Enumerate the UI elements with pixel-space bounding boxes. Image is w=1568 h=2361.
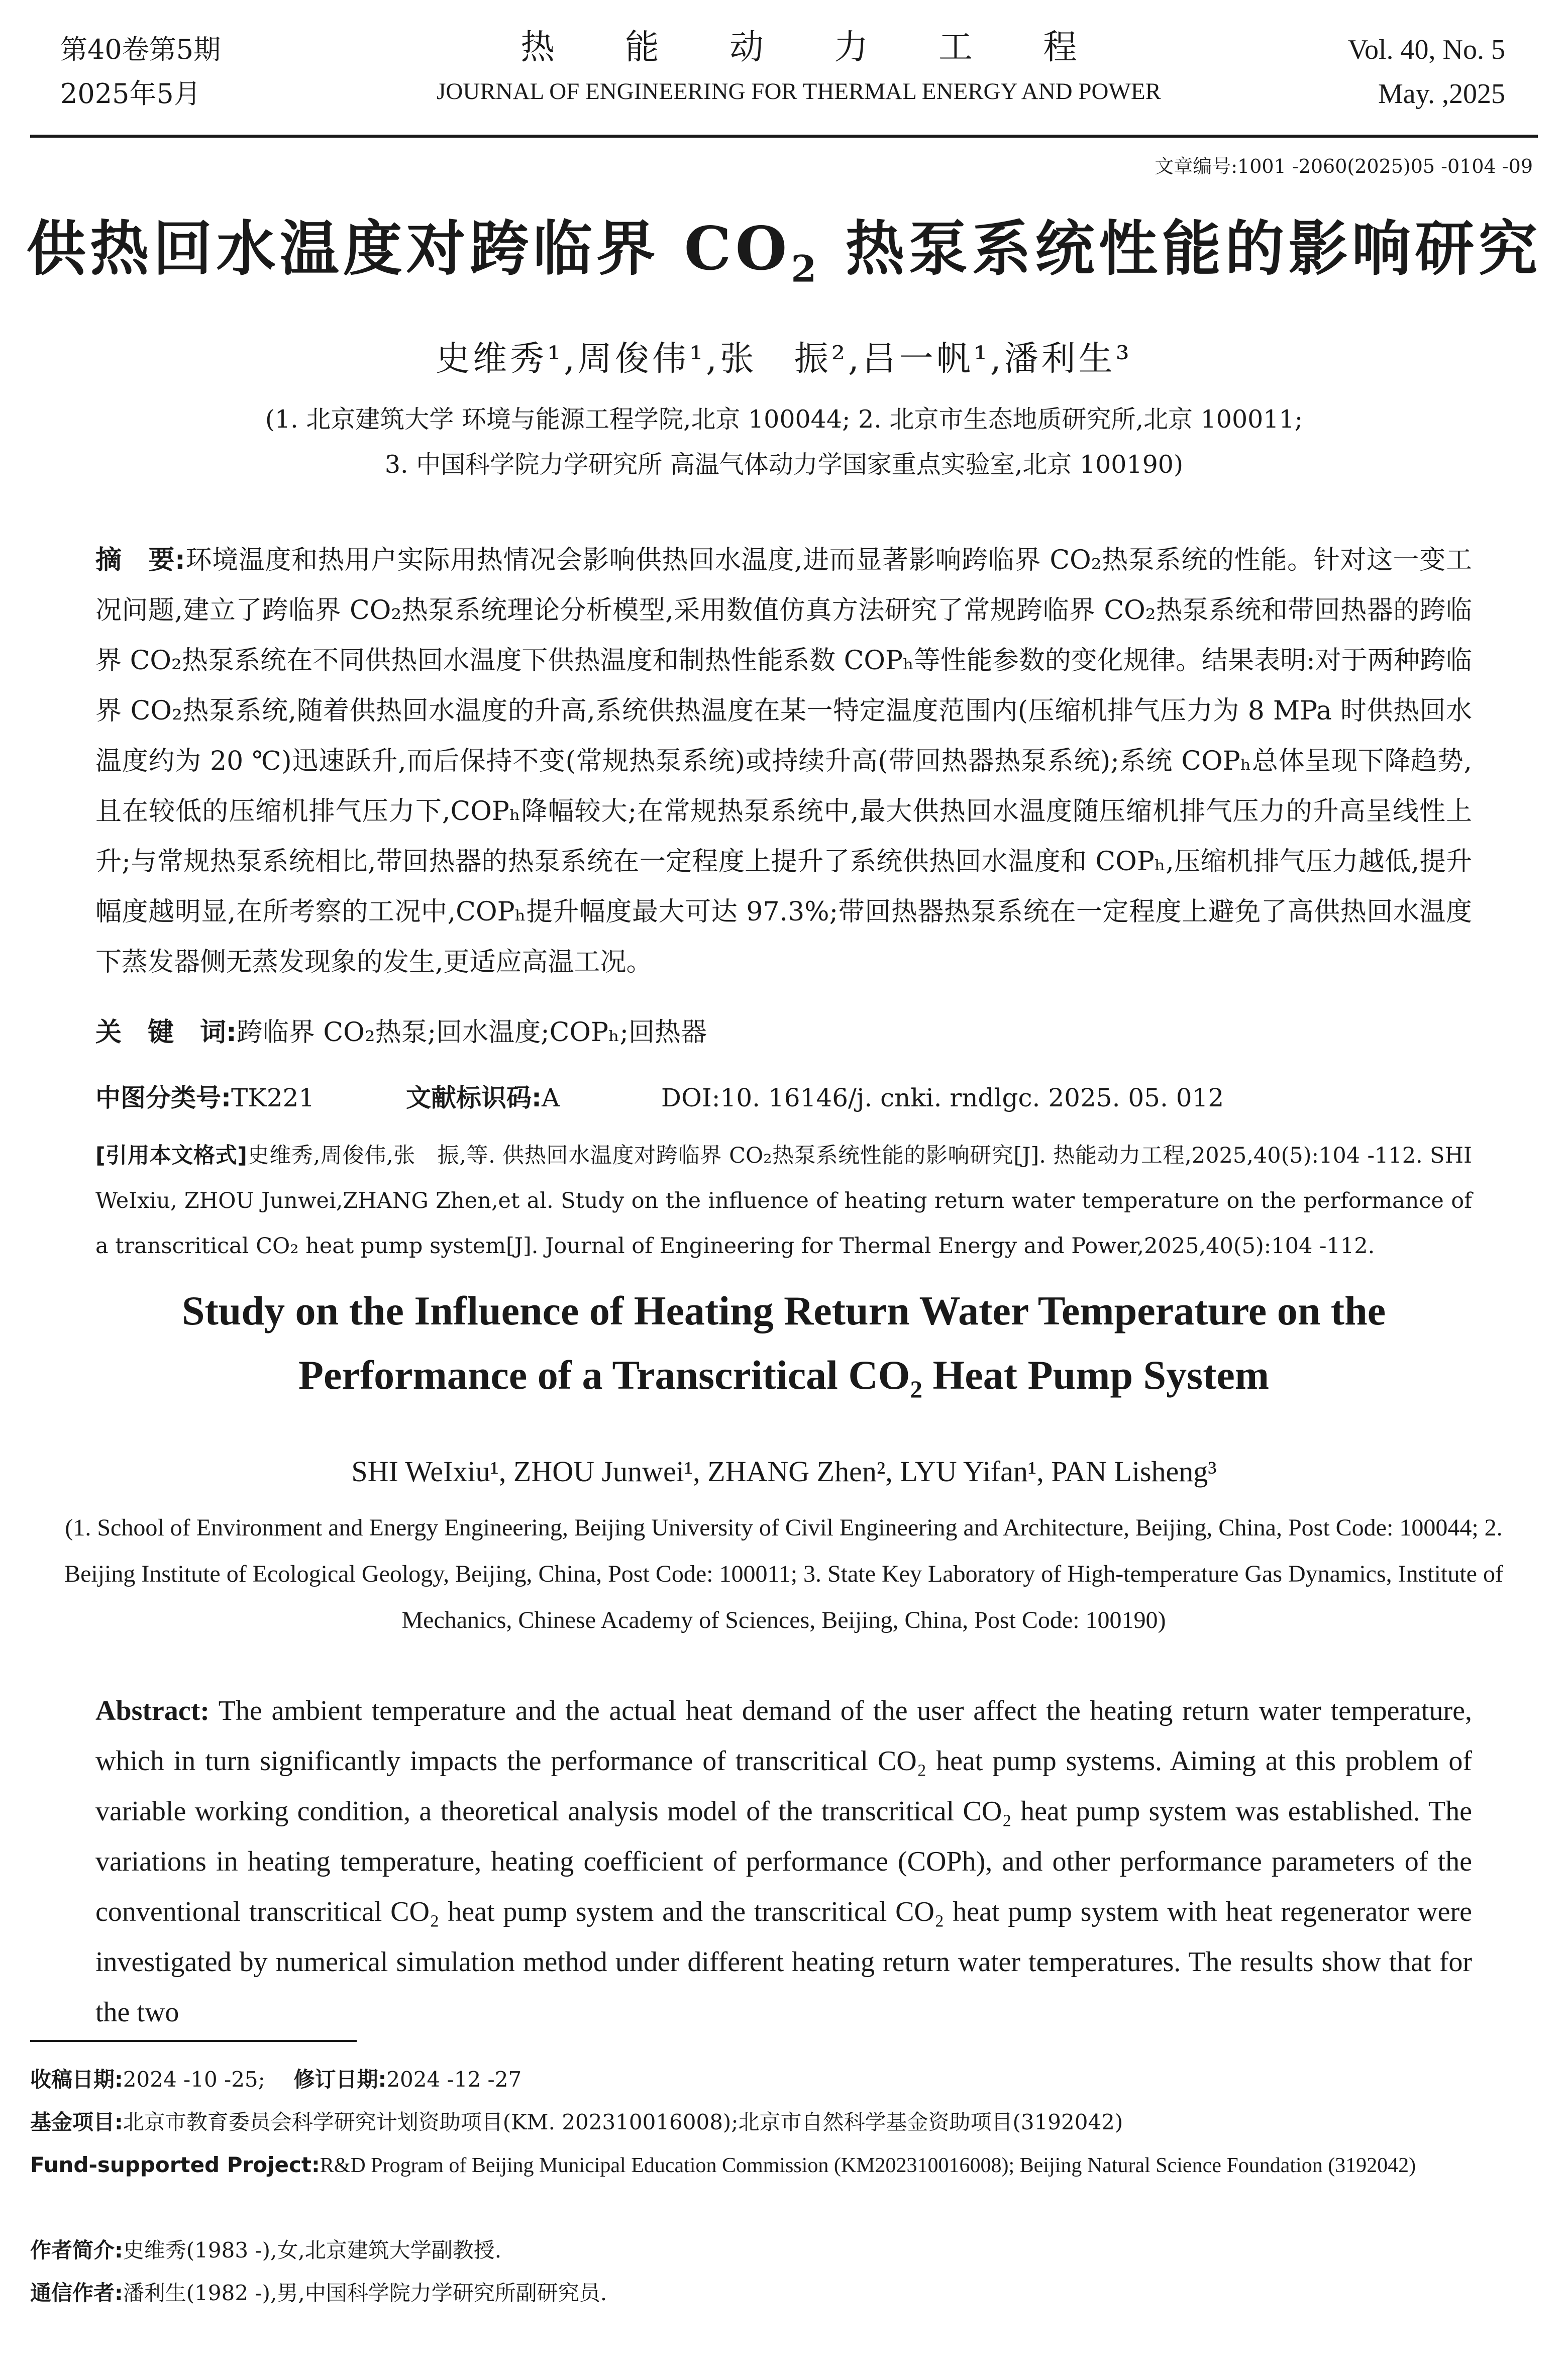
affiliation-cn-line2: 3. 中国科学院力学研究所 高温气体动力学国家重点实验室,北京 100190) xyxy=(384,450,1184,479)
title-en-line2 xyxy=(100,1343,1467,1421)
corresponding-author: 潘利生(1982 -),男,中国科学院力学研究所副研究员. xyxy=(123,2281,607,2305)
author-bio: 史维秀(1983 -),女,北京建筑大学副教授. xyxy=(123,2238,502,2263)
keywords-cn xyxy=(95,1007,1472,1058)
received-label: 收稿日期: xyxy=(30,2067,123,2092)
corresponding-label: 通信作者: xyxy=(30,2281,123,2305)
footnote-dates xyxy=(30,2060,1537,2099)
header-rule xyxy=(30,135,1538,138)
clc-label: 中图分类号: xyxy=(95,1083,231,1112)
classification-line xyxy=(95,1073,1472,1123)
title-en-subscript: 2 xyxy=(910,1375,922,1403)
footnote-corresponding xyxy=(30,2274,1537,2313)
journal-issue-cn xyxy=(60,28,221,116)
abstract-cn-label: 摘 要: xyxy=(95,545,185,575)
title-en-line1: Study on the Influence of Heating Return Water Temperature on the xyxy=(181,1288,1386,1333)
abstract-en-text: The ambient temperature and the actual heat demand of the user affect the heating return water temperature, which in turn significantly impacts the performance of transcritical CO₂ heat pump systems. Aiming at this problem of variable working condition, a theoretical analysis model of the transcritical CO₂ heat pump system was established. The variations in heating temperature, heating coefficient of performance (COPh), and other performance parameters of the conventional transcritical CO₂ heat pump system and the transcritical CO₂ heat pump system with heat regenerator were investigated by numerical simulation method under different heating return water temperatures. The results show that for the two xyxy=(95,1695,1472,2028)
footnote-fund xyxy=(30,2103,1537,2142)
journal-name-cn: 热能动力工程 xyxy=(520,28,1147,67)
issue-date-en: May. ,2025 xyxy=(1378,78,1505,110)
abstract-en xyxy=(95,1686,1472,2037)
title-en xyxy=(100,1279,1467,1421)
doi: DOI:10. 16146/j. cnki. rndlgc. 2025. 05. 012 xyxy=(661,1083,1224,1112)
keywords-cn-label: 关 键 词: xyxy=(95,1017,237,1048)
citation-format xyxy=(95,1133,1472,1269)
article-number: 文章编号:1001 -2060(2025)05 -0104 -09 xyxy=(1155,155,1533,177)
affiliations-cn xyxy=(0,397,1568,487)
footnote-fund-en xyxy=(30,2145,1537,2185)
affiliation-cn-line1: (1. 北京建筑大学 环境与能源工程学院,北京 100044; 2. 北京市生态地质研究所,北京 100011; xyxy=(265,405,1303,434)
volume-issue-cn: 第40卷第5期 xyxy=(60,34,221,65)
revised-label: 修订日期: xyxy=(293,2067,387,2092)
doc-code-label: 文献标识码: xyxy=(405,1083,542,1112)
clc-value: TK221 xyxy=(231,1083,315,1112)
footnote-rule xyxy=(30,2040,357,2042)
fund-label: 基金项目: xyxy=(30,2110,123,2134)
abstract-cn xyxy=(95,535,1472,987)
received-date: 2024 -10 -25; xyxy=(123,2067,265,2092)
abstract-cn-text: 环境温度和热用户实际用热情况会影响供热回水温度,进而显著影响跨临界 CO₂热泵系统的性能。针对这一变工况问题,建立了跨临界 CO₂热泵系统理论分析模型,采用数值仿真方法研究了常规跨临界 CO₂热泵系统和带回热器的跨临界 CO₂热泵系统在不同供热回水温度下供热温度和制热性能系数 COPₕ等性能参数的变化规律。结果表明:对于两种跨临界 CO₂热泵系统,随着供热回水温度的升高,系统供热温度在某一特定温度范围内(压缩机排气压力为 8 MPa 时供热回水温度约为 20 ℃)迅速跃升,而后保持不变(常规热泵系统)或持续升高(带回热器热泵系统);系统 COPₕ总体呈现下降趋势,且在较低的压缩机排气压力下,COPₕ降幅较大;在常规热泵系统中,最大供热回水温度随压缩机排气压力的升高呈线性上升;与常规热泵系统相比,带回热器的热泵系统在一定程度上提升了系统供热回水温度和 COPₕ,压缩机排气压力越低,提升幅度越明显,在所考察的工况中,COPₕ提升幅度最大可达 97.3%;带回热器热泵系统在一定程度上避免了高供热回水温度下蒸发器侧无蒸发现象的发生,更适应高温工况。 xyxy=(95,545,1472,977)
title-cn xyxy=(0,201,1568,291)
journal-issue-en xyxy=(1348,28,1505,116)
doc-code-value: A xyxy=(541,1083,560,1112)
journal-name-en: JOURNAL OF ENGINEERING FOR THERMAL ENERGY AND POWER xyxy=(437,78,1161,105)
title-cn-part1: 供热回水温度对跨临界 CO xyxy=(26,214,791,283)
title-en-line2-part1: Performance of a Transcritical CO xyxy=(298,1352,910,1398)
revised-date: 2024 -12 -27 xyxy=(386,2067,522,2092)
title-cn-subscript: 2 xyxy=(791,247,821,291)
fund-en-label: Fund-supported Project: xyxy=(30,2152,320,2177)
issue-date-cn: 2025年5月 xyxy=(60,78,201,110)
footnote-author xyxy=(30,2231,1537,2270)
keywords-cn-text: 跨临界 CO₂热泵;回水温度;COPₕ;回热器 xyxy=(236,1017,707,1048)
authors-en: SHI WeIxiu¹, ZHOU Junwei¹, ZHANG Zhen², LYU Yifan¹, PAN Lisheng³ xyxy=(351,1455,1217,1488)
fund-text: 北京市教育委员会科学研究计划资助项目(KM. 202310016008);北京市自然科学基金资助项目(3192042) xyxy=(123,2110,1123,2134)
title-en-line2-part2: Heat Pump System xyxy=(922,1352,1270,1398)
citation-label: [引用本文格式] xyxy=(95,1143,247,1168)
fund-en-text: R&D Program of Beijing Municipal Education Commission (KM202310016008); Beijing Natural Science Foundation (3192042) xyxy=(320,2154,1416,2177)
journal-name xyxy=(382,28,1216,109)
title-cn-part2: 热泵系统性能的影响研究 xyxy=(820,214,1542,283)
abstract-en-label: Abstract: xyxy=(95,1695,210,1726)
affiliations-en: (1. School of Environment and Energy Engineering, Beijing University of Civil Engineering and Architecture, Beijing, China, Post Code: 100044; 2. Beijing Institute of Ecological Geology, Beijing, China, Post Code: 100011; 3. State Key Laboratory of High-temperature Gas Dynamics, Institute of Mechanics, Chinese Academy of Sciences, Beijing, China, Post Code: 100190) xyxy=(64,1514,1503,1633)
volume-issue-en: Vol. 40, No. 5 xyxy=(1347,34,1505,65)
authors-cn: 史维秀¹,周俊伟¹,张 振²,吕一帆¹,潘利生³ xyxy=(436,339,1132,379)
author-bio-label: 作者简介: xyxy=(30,2238,123,2263)
citation-text: 史维秀,周俊伟,张 振,等. 供热回水温度对跨临界 CO₂热泵系统性能的影响研究[J]. 热能动力工程,2025,40(5):104 -112. SHI WeIxiu, ZHOU Junwei,ZHANG Zhen,et al. Study on the influence of heating return water temperature on the performance of a transcritical CO₂ heat pump system[J]. Journal of Engineering for Thermal Energy and Power,2025,40(5):104 -112. xyxy=(95,1143,1472,1259)
